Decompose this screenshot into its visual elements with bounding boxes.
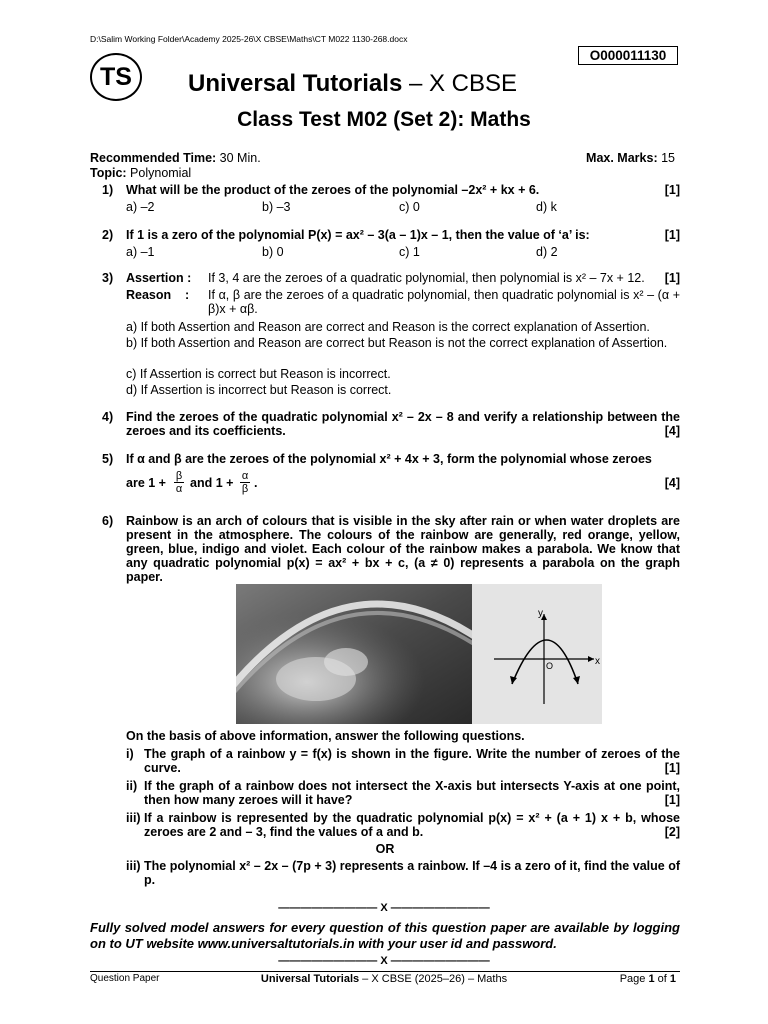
page-pre: Page	[619, 973, 649, 985]
option-b: b) –3	[262, 200, 291, 214]
option-a: a) –1	[126, 245, 155, 259]
are-text: are 1 +	[126, 476, 166, 490]
q-text: Find the zeroes of the quadratic polynomial x² – 2x – 8 and verify a relationship between the zeroes and its coefficients.	[126, 410, 680, 438]
sub-number: iii)	[126, 811, 141, 825]
q-marks: [4]	[664, 424, 680, 438]
q-text: If α and β are the zeroes of the polynomial x² + 4x + 3, form the polynomial whose zeroes	[126, 452, 652, 466]
q-marks: [1]	[664, 271, 680, 285]
question-4	[90, 410, 680, 440]
topic-label: Topic:	[90, 166, 127, 180]
topic-value: Polynomial	[126, 166, 192, 180]
frac-den: α	[175, 483, 183, 495]
sub-text: The graph of a rainbow y = f(x) is shown in the figure. Write the number of zeroes of the curve.	[144, 747, 680, 775]
option-d: d) k	[536, 200, 557, 214]
or-separator: OR	[375, 842, 395, 856]
sub-marks: [1]	[664, 793, 680, 807]
option-c: c) If Assertion is correct but Reason is incorrect.	[126, 367, 391, 381]
q-number: 5)	[102, 452, 114, 466]
closing-note: Fully solved model answers for every question of this question paper are available by logging on to UT website www.universaltutorials.in with your user id and password.	[90, 920, 680, 951]
option-b: b) 0	[262, 245, 284, 259]
sub-text: The polynomial x² – 2x – (7p + 3) represents a rainbow. If –4 is a zero of it, find the value of p.	[144, 859, 680, 887]
sub-number: ii)	[126, 779, 138, 793]
sub-number: iii)	[126, 859, 141, 873]
period: .	[254, 476, 258, 490]
marks-value: 15	[657, 151, 675, 165]
q-marks: [1]	[664, 228, 680, 242]
intro-text: On the basis of above information, answer the following questions.	[126, 729, 525, 743]
institute-name	[188, 70, 517, 98]
reason-text: If α, β are the zeroes of a quadratic polynomial, then quadratic polynomial is x² – (α + β)x + αβ.	[208, 288, 680, 316]
sub-marks: [1]	[664, 761, 680, 775]
fraction-alpha-over-beta	[240, 470, 250, 495]
q-text: Rainbow is an arch of colours that is visible in the sky after rain or when water droplets are present in the atmosphere. The colours of the rainbow are generally, red orange, yellow, green, blue, indigo and violet. Each colour of the rainbow makes a parabola. We know that any quadratic polynomial p(x) = ax² + bx + c, (a ≠ 0) represents a parabola on the graph paper.	[126, 514, 680, 584]
question-5	[90, 452, 680, 502]
logo-ts: TS	[90, 53, 142, 101]
footer-brand: Universal Tutorials	[260, 973, 360, 985]
y-axis-label: y	[538, 608, 543, 619]
page-total: 1	[669, 973, 676, 985]
max-marks	[586, 151, 675, 165]
marks-label: Max. Marks:	[586, 151, 658, 165]
rainbow-photo	[236, 584, 472, 724]
recommended-time	[90, 151, 261, 165]
time-label: Recommended Time:	[90, 151, 217, 165]
question-1	[90, 183, 680, 217]
footer-page	[620, 973, 676, 985]
q-text: If 1 is a zero of the polynomial P(x) = ax² – 3(a – 1)x – 1, then the value of ‘a’ is:	[126, 228, 590, 242]
question-3	[90, 271, 680, 401]
option-c: c) 0	[399, 200, 420, 214]
brand-rest: – X CBSE	[402, 70, 518, 97]
sub-question-i	[126, 747, 680, 777]
and-text: and 1 +	[190, 476, 234, 490]
reason-label: Reason :	[126, 288, 190, 302]
option-b: b) If both Assertion and Reason are correct but Reason is not the correct explanation of Assertion.	[126, 336, 668, 350]
fraction-beta-over-alpha	[174, 470, 184, 495]
assertion-label: Assertion :	[126, 271, 192, 285]
footer-course: – X CBSE (2025–26) – Maths	[359, 973, 508, 985]
option-a: a) –2	[126, 200, 155, 214]
separator-top: ————————— X —————————	[278, 902, 490, 914]
brand-bold: Universal Tutorials	[188, 70, 403, 97]
q-marks: [4]	[664, 476, 680, 490]
page-current: 1	[648, 973, 655, 985]
origin-label: O	[546, 661, 554, 671]
test-title: Class Test M02 (Set 2): Maths	[237, 108, 531, 131]
sub-text: If a rainbow is represented by the quadratic polynomial p(x) = x² + (a + 1) x + b, whose zeroes are 2 and – 3, find the values of a and b.	[144, 811, 680, 839]
q-number: 6)	[102, 514, 114, 528]
frac-num: α	[241, 470, 249, 482]
q-number: 4)	[102, 410, 114, 424]
frac-den: β	[241, 483, 249, 495]
time-value: 30 Min.	[216, 151, 261, 165]
q-text: What will be the product of the zeroes of the polynomial –2x² + kx + 6.	[126, 183, 540, 197]
q-marks: [1]	[664, 183, 680, 197]
question-6	[90, 514, 680, 894]
topic	[90, 166, 191, 180]
footer-left: Question Paper	[90, 973, 160, 984]
frac-num: β	[175, 470, 183, 482]
page-mid: of	[654, 973, 670, 985]
parabola-graph	[472, 584, 602, 724]
sub-number: i)	[126, 747, 134, 761]
option-c: c) 1	[399, 245, 420, 259]
sub-marks: [2]	[664, 825, 680, 839]
option-a: a) If both Assertion and Reason are correct and Reason is the correct explanation of Assertion.	[126, 320, 650, 334]
q-number: 3)	[102, 271, 114, 285]
option-d: d) If Assertion is incorrect but Reason is correct.	[126, 383, 392, 397]
x-axis-label: x	[595, 656, 600, 667]
question-2	[90, 228, 680, 262]
sub-text: If the graph of a rainbow does not intersect the X-axis but intersects Y-axis at one point, then how many zeroes will it have?	[144, 779, 680, 807]
assertion-text: If 3, 4 are the zeroes of a quadratic polynomial, then polynomial is x² – 7x + 12.	[208, 271, 645, 285]
file-path: D:\Salim Working Folder\Academy 2025-26\X CBSE\Maths\CT M022 1130-268.docx	[90, 34, 408, 44]
sub-question-iii-alt	[126, 859, 680, 889]
paper-code: O000011130	[578, 46, 678, 65]
footer-rule	[90, 971, 680, 972]
q-number: 2)	[102, 228, 114, 242]
sub-question-iii	[126, 811, 680, 841]
sub-question-ii	[126, 779, 680, 809]
q-number: 1)	[102, 183, 114, 197]
option-d: d) 2	[536, 245, 558, 259]
separator-bottom: ————————— X —————————	[278, 955, 490, 967]
